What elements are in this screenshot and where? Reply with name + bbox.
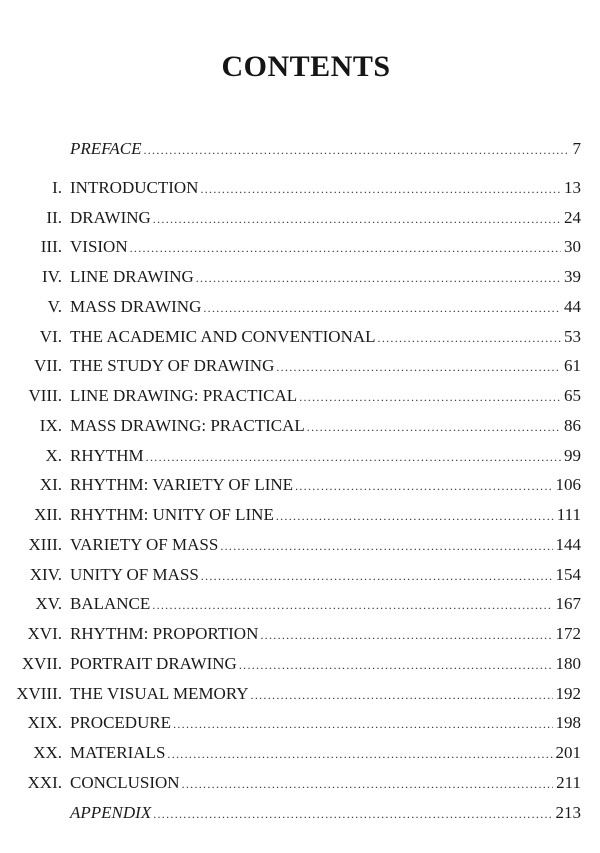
toc-line bbox=[70, 322, 581, 354]
dot-leader bbox=[201, 562, 553, 592]
chapter-numeral: XII. bbox=[34, 505, 62, 524]
page-number: 65 bbox=[564, 386, 581, 405]
toc-entry[interactable] bbox=[0, 322, 600, 352]
toc-entry[interactable] bbox=[0, 679, 600, 709]
dot-leader bbox=[182, 770, 554, 800]
toc-entry[interactable] bbox=[0, 649, 600, 679]
page-number: 7 bbox=[572, 139, 581, 158]
chapter-title: MATERIALS bbox=[70, 743, 166, 762]
chapter-title: APPENDIX bbox=[70, 802, 152, 822]
toc-line bbox=[70, 530, 581, 562]
toc-line bbox=[70, 232, 581, 264]
toc-line bbox=[70, 798, 581, 830]
dot-leader bbox=[307, 413, 561, 443]
dot-leader bbox=[251, 681, 553, 711]
toc-line bbox=[70, 619, 581, 651]
chapter-title: RHYTHM: VARIETY OF LINE bbox=[70, 475, 294, 495]
toc-entry[interactable] bbox=[0, 292, 600, 322]
page-number: 211 bbox=[556, 772, 581, 792]
toc-entry[interactable] bbox=[0, 619, 600, 649]
dot-leader bbox=[276, 502, 554, 532]
chapter-numeral: XIX. bbox=[27, 713, 62, 733]
page-number: 111 bbox=[556, 505, 581, 524]
page-number: 213 bbox=[555, 802, 581, 822]
chapter-numeral: XIV. bbox=[29, 564, 62, 584]
chapter-title: INTRODUCTION bbox=[70, 177, 199, 197]
chapter-title: CONCLUSION bbox=[70, 772, 180, 792]
toc-entry[interactable] bbox=[0, 589, 600, 619]
toc-line bbox=[70, 708, 581, 740]
chapter-numeral: I. bbox=[52, 177, 62, 197]
toc-line bbox=[70, 411, 581, 443]
page-number: 86 bbox=[564, 415, 581, 435]
toc-line bbox=[70, 679, 581, 711]
page-number: 144 bbox=[555, 534, 581, 554]
dot-leader bbox=[299, 383, 561, 413]
page-number: 167 bbox=[555, 594, 581, 614]
dot-leader bbox=[203, 294, 561, 324]
chapter-numeral: XVI. bbox=[27, 624, 62, 643]
toc-entry[interactable] bbox=[0, 530, 600, 560]
toc-entry[interactable] bbox=[0, 560, 600, 590]
page-number: 53 bbox=[564, 326, 581, 346]
chapter-title: MASS DRAWING bbox=[70, 296, 202, 316]
chapter-title: LINE DRAWING bbox=[70, 267, 194, 286]
toc-entry[interactable] bbox=[0, 441, 600, 471]
page-number: 44 bbox=[564, 296, 581, 316]
toc-entry[interactable] bbox=[0, 798, 600, 828]
chapter-title: RHYTHM bbox=[70, 445, 144, 465]
dot-leader bbox=[239, 651, 553, 681]
chapter-numeral: VI. bbox=[39, 326, 62, 346]
page-number: 154 bbox=[555, 564, 581, 584]
toc-entry[interactable] bbox=[0, 232, 600, 262]
chapter-numeral: IX. bbox=[39, 415, 62, 435]
toc-entry[interactable] bbox=[0, 500, 600, 530]
page-number: 13 bbox=[564, 177, 581, 197]
chapter-title: THE STUDY OF DRAWING bbox=[70, 356, 275, 376]
dot-leader bbox=[153, 800, 552, 830]
toc-line bbox=[70, 738, 581, 770]
toc-entry[interactable] bbox=[0, 470, 600, 500]
chapter-title: RHYTHM: UNITY OF LINE bbox=[70, 505, 274, 524]
dot-leader bbox=[220, 532, 552, 562]
chapter-numeral: VII. bbox=[34, 356, 62, 376]
toc-entry[interactable] bbox=[0, 203, 600, 233]
toc-line bbox=[70, 441, 581, 473]
chapter-title: MASS DRAWING: PRACTICAL bbox=[70, 415, 305, 435]
dot-leader bbox=[196, 264, 561, 294]
chapter-numeral: XVII. bbox=[21, 653, 62, 673]
chapter-title: UNITY OF MASS bbox=[70, 564, 199, 584]
chapter-numeral: III. bbox=[40, 237, 62, 257]
toc-entry[interactable] bbox=[0, 768, 600, 798]
chapter-title: PREFACE bbox=[70, 139, 142, 158]
dot-leader bbox=[152, 591, 552, 621]
chapter-title: DRAWING bbox=[70, 207, 151, 227]
page-number: 99 bbox=[564, 445, 581, 465]
dot-leader bbox=[173, 710, 552, 740]
chapter-numeral: XXI. bbox=[27, 772, 62, 792]
dot-leader bbox=[295, 472, 552, 502]
dot-leader bbox=[276, 353, 561, 383]
chapter-title: THE ACADEMIC AND CONVENTIONAL bbox=[70, 326, 376, 346]
toc-line bbox=[70, 262, 581, 294]
chapter-title: RHYTHM: PROPORTION bbox=[70, 624, 259, 643]
page-number: 61 bbox=[564, 356, 581, 376]
toc-line bbox=[70, 500, 581, 532]
dot-leader bbox=[146, 443, 561, 473]
toc-line bbox=[70, 173, 581, 205]
dot-leader bbox=[200, 175, 561, 205]
toc-line bbox=[70, 292, 581, 324]
toc-line bbox=[70, 649, 581, 681]
chapter-title: LINE DRAWING: PRACTICAL bbox=[70, 386, 298, 405]
page-number: 172 bbox=[555, 624, 581, 643]
chapter-title: THE VISUAL MEMORY bbox=[70, 683, 249, 703]
page-number: 201 bbox=[555, 743, 581, 762]
chapter-title: PROCEDURE bbox=[70, 713, 172, 733]
toc-line bbox=[70, 589, 581, 621]
page-number: 39 bbox=[564, 267, 581, 286]
toc-line bbox=[70, 768, 581, 800]
page-title: CONTENTS bbox=[221, 50, 391, 83]
chapter-title: VISION bbox=[70, 237, 128, 257]
chapter-title: VARIETY OF MASS bbox=[70, 534, 219, 554]
toc-line bbox=[70, 381, 581, 413]
toc-entry[interactable] bbox=[0, 351, 600, 381]
toc-entry[interactable] bbox=[0, 738, 600, 768]
chapter-numeral: XV. bbox=[35, 594, 62, 614]
chapter-numeral: VIII. bbox=[28, 386, 62, 405]
toc-entry[interactable] bbox=[0, 381, 600, 411]
toc-line bbox=[70, 203, 581, 235]
toc-line bbox=[70, 470, 581, 502]
dot-leader bbox=[143, 136, 569, 166]
page-number: 180 bbox=[555, 653, 581, 673]
toc-line bbox=[70, 134, 581, 166]
chapter-numeral: II. bbox=[46, 207, 62, 227]
page-number: 198 bbox=[555, 713, 581, 733]
toc-entry[interactable] bbox=[0, 173, 600, 203]
page-number: 24 bbox=[564, 207, 581, 227]
chapter-numeral: X. bbox=[45, 445, 62, 465]
table-of-contents bbox=[0, 134, 600, 827]
page-number: 106 bbox=[555, 475, 581, 495]
chapter-numeral: XVIII. bbox=[16, 683, 62, 703]
dot-leader bbox=[260, 621, 552, 651]
toc-entry[interactable] bbox=[0, 262, 600, 292]
dot-leader bbox=[167, 740, 552, 770]
chapter-title: PORTRAIT DRAWING bbox=[70, 653, 237, 673]
toc-entry[interactable] bbox=[0, 708, 600, 738]
toc-line bbox=[70, 560, 581, 592]
page-number: 192 bbox=[555, 683, 581, 703]
dot-leader bbox=[153, 205, 561, 235]
toc-entry[interactable] bbox=[0, 411, 600, 441]
chapter-numeral: XIII. bbox=[28, 534, 62, 554]
dot-leader bbox=[130, 234, 561, 264]
chapter-numeral: V. bbox=[47, 296, 62, 316]
chapter-numeral: XX. bbox=[33, 743, 62, 762]
page-number: 30 bbox=[564, 237, 581, 257]
chapter-numeral: XI. bbox=[39, 475, 62, 495]
dot-leader bbox=[378, 324, 561, 354]
toc-line bbox=[70, 351, 581, 383]
chapter-numeral: IV. bbox=[42, 267, 62, 286]
chapter-title: BALANCE bbox=[70, 594, 151, 614]
toc-entry[interactable] bbox=[0, 134, 600, 164]
